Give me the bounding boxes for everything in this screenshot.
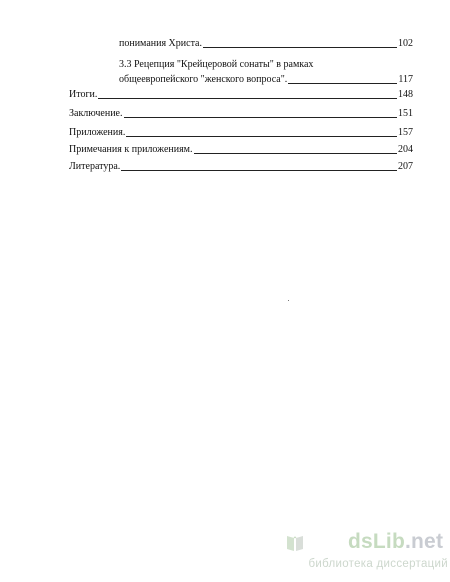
toc-leader-line (194, 153, 397, 154)
toc-entry (69, 144, 413, 156)
toc-leader-line (121, 170, 397, 171)
toc-entry-title: Примечания к приложениям. (69, 144, 193, 155)
watermark-logo (348, 530, 443, 554)
toc-entry (119, 38, 413, 50)
toc-page-number: 204 (398, 144, 413, 155)
toc-entry-title: 3.3 Рецепция "Крейцеровой сонаты" в рамках (119, 59, 314, 70)
toc-page-number: 207 (398, 161, 413, 172)
watermark-subtitle: библиотека диссертаций (308, 558, 448, 570)
toc-leader-line (203, 47, 397, 48)
toc-entry-title: Заключение. (69, 108, 123, 119)
toc-page-number: 151 (398, 108, 413, 119)
toc-entry (69, 108, 413, 120)
toc-entry-title: Итоги. (69, 89, 98, 100)
book-icon (284, 532, 306, 554)
watermark-logo-main: dsLib (348, 530, 405, 553)
toc-entry-title: понимания Христа. (119, 38, 202, 49)
toc-leader-line (124, 117, 398, 118)
toc-page-number: 102 (398, 38, 413, 49)
watermark-logo-tld: .net (405, 530, 444, 553)
toc-entry (69, 161, 413, 173)
toc-entry (119, 74, 413, 86)
toc-leader-line (126, 136, 397, 137)
toc-page-number: 148 (398, 89, 413, 100)
toc-entry (69, 89, 413, 101)
toc-entry-title: общеевропейского "женского вопроса". (119, 74, 288, 85)
toc-entry-title: Литература. (69, 161, 121, 172)
toc-entry (69, 127, 413, 139)
scan-speck (288, 300, 289, 301)
toc-page-number: 157 (398, 127, 413, 138)
toc-leader-line (98, 98, 397, 99)
toc-page-number: 117 (398, 74, 413, 85)
toc-leader-line (288, 83, 397, 84)
toc-entry-title: Приложения. (69, 127, 126, 138)
watermark-dslib (268, 530, 448, 576)
